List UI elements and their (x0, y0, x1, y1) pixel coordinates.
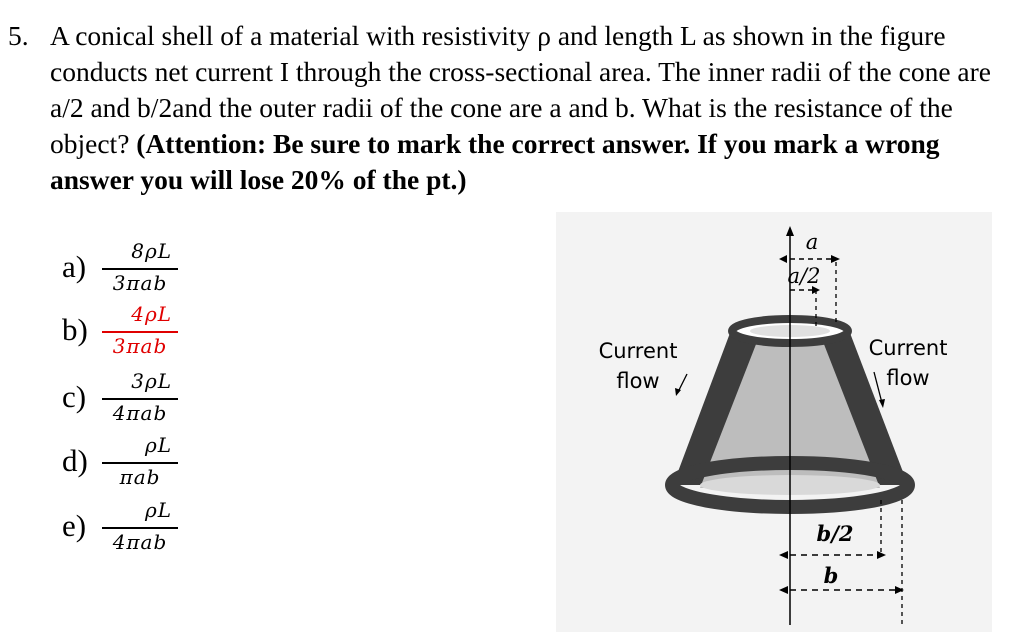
option-letter: a) (62, 249, 87, 284)
option-letter: d) (62, 443, 88, 478)
flow-label-line: flow (886, 366, 930, 390)
option-letter: b) (62, 312, 88, 347)
fraction-denominator: πab (119, 465, 161, 489)
question-number: 5. (8, 20, 29, 51)
flow-label-line: Current (868, 336, 948, 360)
fraction-numerator: ρL (144, 498, 172, 522)
question-text: A conical shell of a material with resistivity ρ and length L as shown in the figure conducts net current I through the cross-sectional area. The inner radii of the cone are a/2 and b/2and the outer radii of the cone are a and b. What is the resistance of the object? (50, 20, 991, 159)
fraction-numerator: ρL (144, 433, 172, 457)
option-letter: c) (62, 379, 87, 414)
fraction-denominator: 4πab (112, 401, 168, 425)
flow-label-line: Current (598, 339, 678, 363)
fraction-numerator: 8ρL (131, 239, 172, 263)
flow-label-line: flow (616, 369, 660, 393)
question-warning: (Attention: Be sure to mark the correct answer. If you mark a wrong answer you will lose 20% of the pt.) (50, 128, 940, 195)
label-b: b (823, 563, 839, 588)
fraction-numerator: 3ρL (131, 369, 172, 393)
label-b-half: b/2 (816, 521, 854, 546)
current-flow-left-label (590, 339, 686, 393)
label-a: a (805, 230, 819, 254)
option-letter: e) (62, 508, 87, 543)
current-flow-right-label (860, 336, 956, 390)
fraction-denominator: 3πab (112, 271, 168, 295)
fraction-numerator: 4ρL (131, 302, 172, 326)
label-a-half: a/2 (787, 264, 821, 288)
fraction-denominator: 3πab (112, 334, 168, 358)
fraction-denominator: 4πab (112, 530, 168, 554)
